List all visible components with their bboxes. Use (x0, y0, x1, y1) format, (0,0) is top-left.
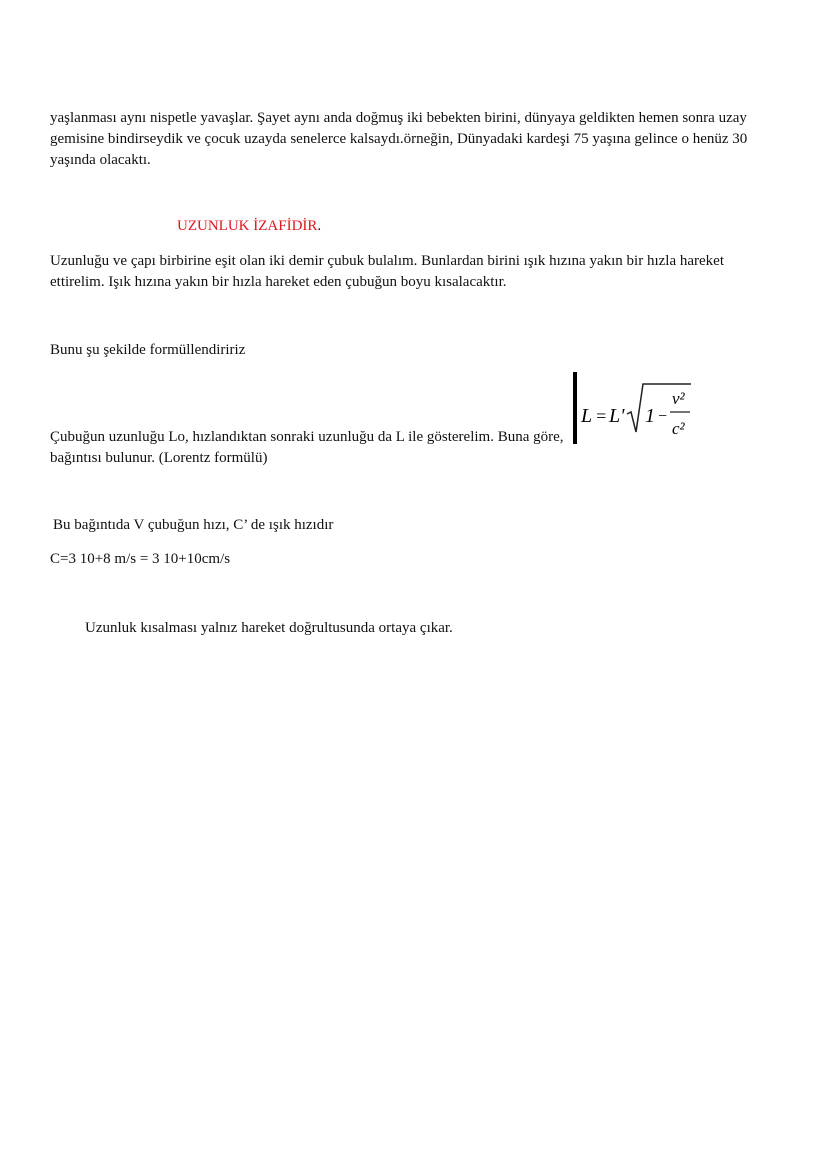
paragraph: Uzunluk kısalması yalnız hareket doğrultusunda ortaya çıkar. (85, 620, 453, 636)
section-heading (177, 217, 321, 235)
heading-text: UZUNLUK İZAFİDİR (177, 218, 318, 234)
formula-minus: − (657, 408, 668, 425)
paragraph-line: Çubuğun uzunluğu Lo, hızlandıktan sonraki uzunluğu da L ile gösterelim. Buna göre, (50, 429, 564, 445)
paragraph-line: Uzunluğu ve çapı birbirine eşit olan iki demir çubuk bulalım. Bunlardan birini ışık hızına yakın bir hızla hareket (50, 253, 724, 269)
paragraph-line: ettirelim. Işık hızına yakın bir hızla hareket eden çubuğun boyu kısalacaktır. (50, 274, 507, 290)
formula-denominator: c² (672, 419, 685, 438)
paragraph: Bu bağıntıda V çubuğun hızı, C’ de ışık hızıdır (53, 517, 334, 533)
heading-period: . (317, 218, 322, 234)
formula-svg (573, 372, 698, 444)
lorentz-formula-image (573, 372, 698, 444)
formula-lhs: L (581, 405, 593, 427)
formula-numerator: v² (672, 389, 685, 408)
paragraph-line: bağıntısı bulunur. (Lorentz formülü) (50, 450, 268, 466)
formula-one: 1 (645, 405, 655, 427)
formula-eq: = (595, 406, 608, 426)
paragraph-line: yaşında olacaktı. (50, 152, 151, 168)
formula-rhs-var: L' (609, 405, 625, 427)
paragraph-line: gemisine bindirseydik ve çocuk uzayda senelerce kalsaydı.örneğin, Dünyadaki kardeşi 75 yaşına gelince o henüz 30 (50, 131, 748, 147)
paragraph: Bunu şu şekilde formüllendiririz (50, 342, 246, 358)
paragraph-line: yaşlanması aynı nispetle yavaşlar. Şayet aynı anda doğmuş iki bebekten birini, dünyaya geldikten hemen sonra uzay (50, 110, 747, 126)
paragraph: C=3 10+8 m/s = 3 10+10cm/s (50, 551, 231, 567)
